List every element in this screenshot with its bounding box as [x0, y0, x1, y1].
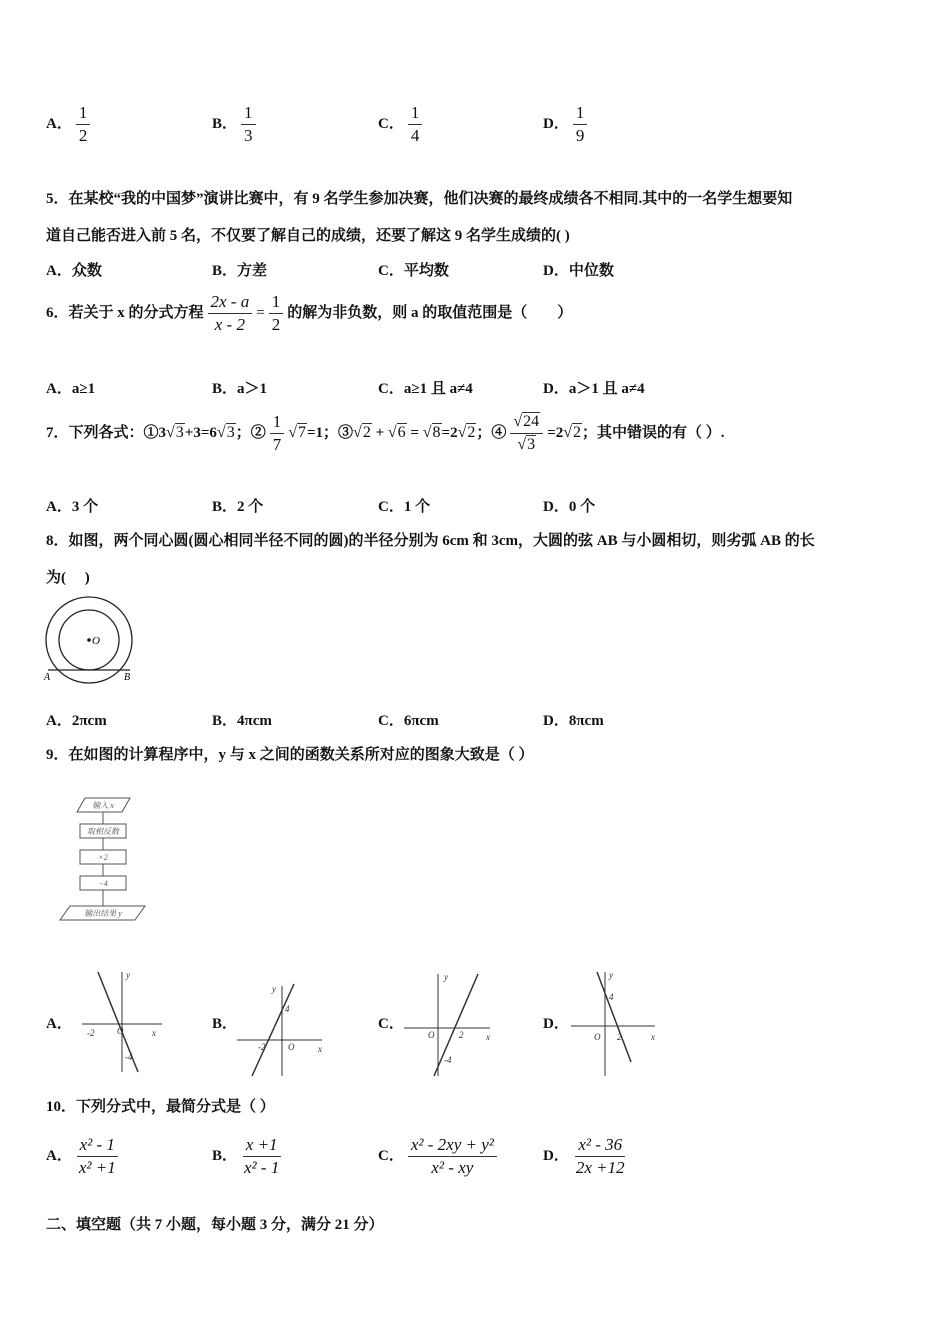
- svg-text:O: O: [428, 1030, 435, 1040]
- svg-text:2: 2: [459, 1030, 464, 1040]
- q8-text-line2: 为( ): [46, 570, 90, 586]
- concentric-circles-figure: [40, 596, 140, 684]
- flowchart-figure: [55, 795, 155, 925]
- graph-a: [72, 968, 172, 1076]
- q7-option-c: C．1 个: [378, 499, 431, 515]
- svg-text:4: 4: [285, 1004, 290, 1014]
- q6-option-d: D．a＞1 且 a≠4: [543, 381, 645, 397]
- svg-text:x: x: [486, 1032, 490, 1042]
- svg-text:x: x: [651, 1032, 655, 1042]
- q7-option-d: D．0 个: [543, 499, 596, 515]
- svg-text:输入 x: 输入 x: [92, 801, 114, 810]
- q9-option-d-label: D．: [543, 1016, 569, 1032]
- q10-option-a: A． $\frac{\text{x² - 1}}{\text{x² +1}}$: [46, 1135, 123, 1178]
- q6-option-b: B．a＞1: [212, 381, 268, 397]
- q4-option-d: D． $\frac{1}{9}$: [543, 103, 591, 146]
- graph-d: [567, 968, 667, 1076]
- svg-text:-4: -4: [125, 1052, 133, 1062]
- graph-c: [400, 968, 500, 1076]
- svg-text:×2: ×2: [98, 853, 108, 862]
- q10-text: 10．下列分式中，最简分式是（ ）: [46, 1099, 275, 1115]
- svg-text:−4: −4: [98, 879, 108, 888]
- q8-option-a: A．2πcm: [46, 713, 107, 729]
- q8-option-c: C．6πcm: [378, 713, 439, 729]
- svg-text:x: x: [152, 1028, 156, 1038]
- q5-text-line2: 道自己能否进入前 5 名，不仅要了解自己的成绩，还要了解这 9 名学生成绩的( ): [46, 228, 570, 244]
- svg-text:4: 4: [609, 992, 614, 1002]
- q10-option-c: C． $\frac{\text{x² - 2xy + y²}}{\text{x² - xy}}$: [378, 1135, 501, 1178]
- svg-text:O: O: [288, 1042, 295, 1052]
- q8-option-b: B．4πcm: [212, 713, 272, 729]
- graph-b: [232, 968, 332, 1076]
- q6-text: 6．若关于 x 的分式方程 $\frac{2x - a}{x - 2}$ = $\frac{1}{2}$ 的解为非负数，则 a 的取值范围是（ ）: [46, 292, 573, 334]
- svg-text:y: y: [126, 970, 130, 980]
- q7-option-b: B．2 个: [212, 499, 264, 515]
- q8-option-d: D．8πcm: [543, 713, 604, 729]
- q4-option-b: B． $\frac{1}{3}$: [212, 103, 260, 146]
- q6-option-a: A．a≥1: [46, 381, 96, 397]
- svg-text:x: x: [318, 1044, 322, 1054]
- q8-text-line1: 8．如图，两个同心圆(圆心相同半径不同的圆)的半径分别为 6cm 和 3cm，大圆的弦 AB 与小圆相切，则劣弧 AB 的长: [46, 533, 815, 549]
- q5-option-b: B．方差: [212, 263, 268, 279]
- svg-text:A: A: [44, 672, 51, 683]
- svg-text:2: 2: [617, 1032, 622, 1042]
- svg-text:-4: -4: [444, 1055, 452, 1065]
- q10-option-d: D． $\frac{\text{x² - 36}}{2x +12}$: [543, 1135, 625, 1177]
- q9-text: 9．在如图的计算程序中，y 与 x 之间的函数关系所对应的图象大致是（ ）: [46, 747, 534, 763]
- svg-text:y: y: [609, 970, 613, 980]
- svg-text:O: O: [594, 1032, 601, 1042]
- svg-text:-2: -2: [87, 1028, 95, 1038]
- q5-option-c: C．平均数: [378, 263, 449, 279]
- q4-option-a: A． $\frac{1}{2}$: [46, 103, 94, 146]
- section-2-heading: 二、填空题（共 7 小题，每小题 3 分，满分 21 分）: [46, 1217, 384, 1233]
- q6-option-c: C．a≥1 且 a≠4: [378, 381, 473, 397]
- svg-text:y: y: [272, 984, 276, 994]
- q9-option-c-label: C．: [378, 1016, 404, 1032]
- svg-text:取相反数: 取相反数: [87, 827, 119, 836]
- q5-option-a: A．众数: [46, 263, 102, 279]
- q7-text: 7．下列各式：①3√3+3=6√3；② $\frac{1}{7}$ √7=1；③√2 + √6 = √8=2√2；④ $\frac{√24}{√3}$ =2√2；其中错误的有（ ）.: [46, 412, 725, 454]
- q5-option-d: D．中位数: [543, 263, 614, 279]
- svg-text:O: O: [117, 1026, 124, 1036]
- svg-text:输出结果 y: 输出结果 y: [84, 909, 122, 918]
- q4-option-c: C． $\frac{1}{4}$: [378, 103, 426, 146]
- svg-text:O: O: [92, 635, 100, 647]
- q9-option-a-label: A．: [46, 1016, 72, 1032]
- svg-text:B: B: [124, 672, 131, 683]
- q7-option-a: A．3 个: [46, 499, 99, 515]
- q5-text-line1: 5．在某校“我的中国梦”演讲比赛中，有 9 名学生参加决赛，他们决赛的最终成绩各不相同.其中的一名学生想要知: [46, 191, 793, 207]
- svg-text:-2: -2: [258, 1042, 266, 1052]
- svg-text:y: y: [444, 972, 448, 982]
- q9-option-b-label: B．: [212, 1016, 238, 1032]
- q10-option-b: B． $\frac{x +1}{\text{x² - 1}}$: [212, 1135, 280, 1177]
